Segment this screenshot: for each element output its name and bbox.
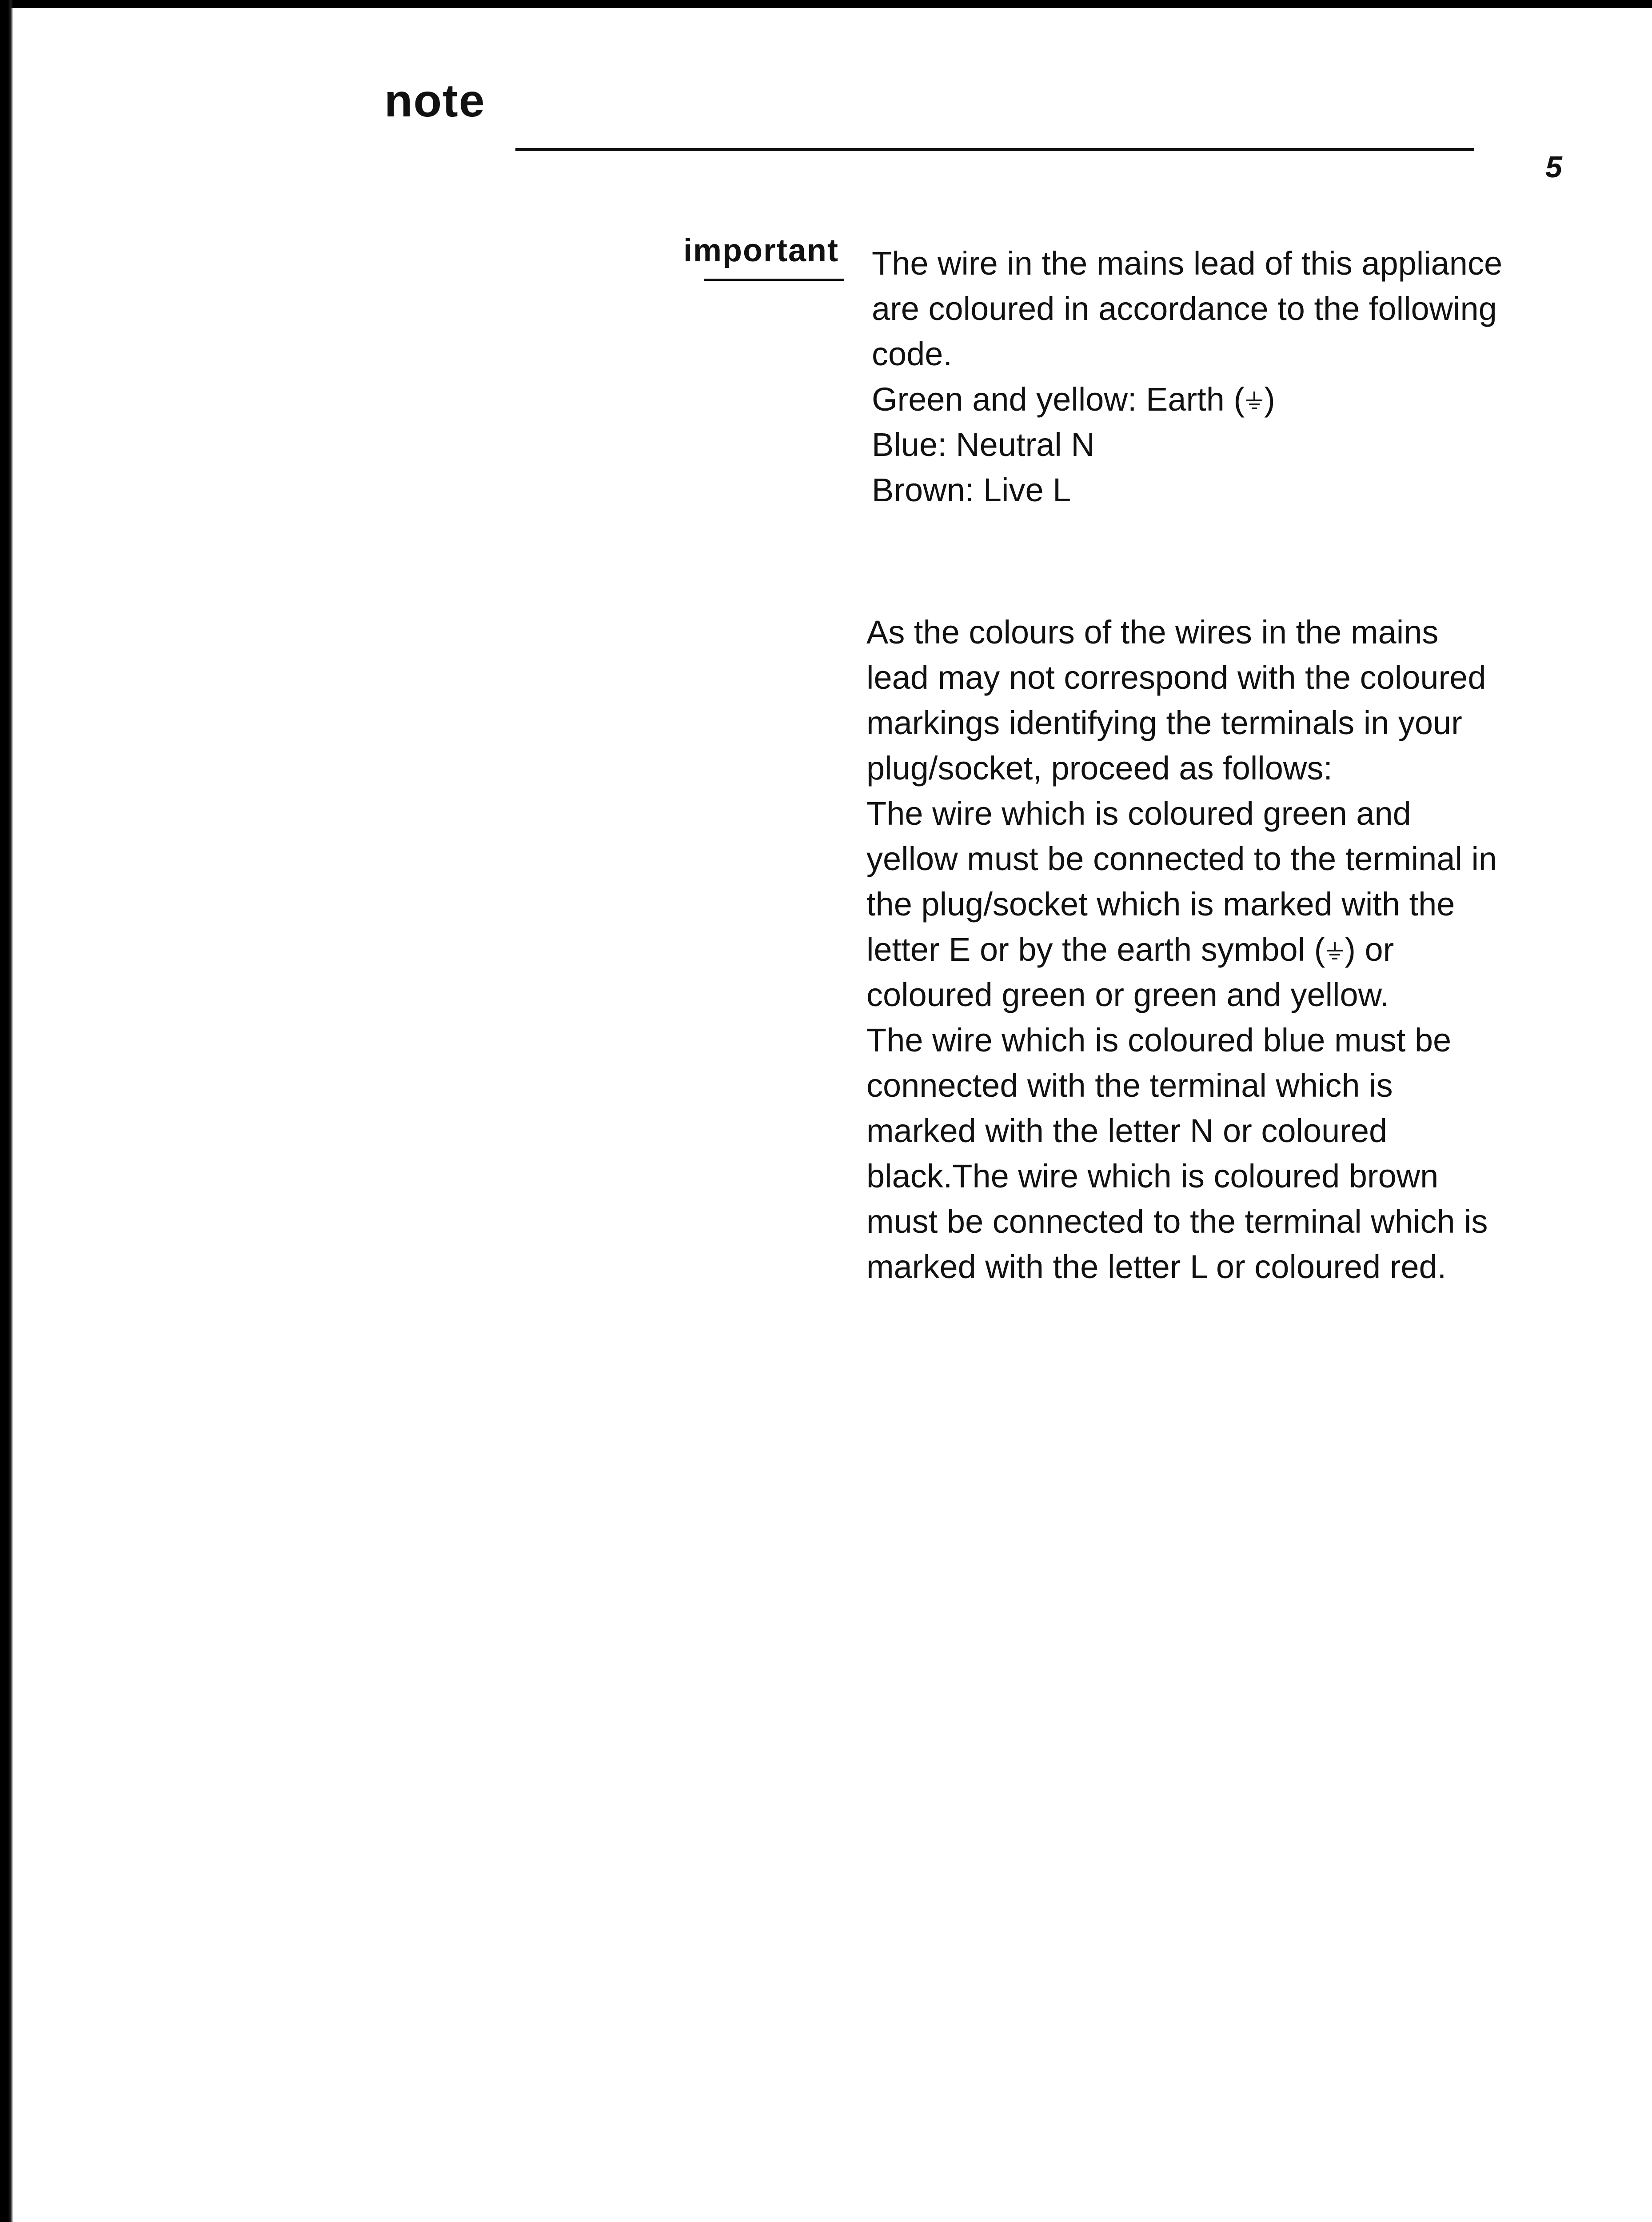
section-title: note: [384, 75, 486, 127]
header-rule: [515, 148, 1474, 151]
paragraph-line: The wire which is coloured green and: [866, 795, 1411, 832]
page-number: 5: [1545, 150, 1562, 184]
paragraph-line: code.: [872, 336, 953, 372]
paragraph-line: are coloured in accordance to the following: [872, 290, 1497, 327]
paragraph-line: the plug/socket which is marked with the: [866, 886, 1455, 923]
paragraph-line: As the colours of the wires in the mains: [866, 614, 1439, 651]
paragraph-line: lead may not correspond with the coloured: [866, 659, 1486, 696]
paragraph-line: coloured green or green and yellow.: [866, 976, 1389, 1013]
paragraph-line: yellow must be connected to the terminal in: [866, 840, 1497, 877]
paragraph-line: markings identifying the terminals in your: [866, 704, 1462, 741]
paragraph-line: plug/socket, proceed as follows:: [866, 750, 1333, 787]
neutral-code-line: Blue: Neutral N: [872, 426, 1095, 463]
earth-code-close: ): [1264, 381, 1275, 418]
paragraph-line: black.The wire which is coloured brown: [866, 1158, 1439, 1195]
earth-symbol-line: [866, 927, 1595, 972]
earth-line-suffix: ) or: [1345, 931, 1394, 968]
paragraph-line: The wire in the mains lead of this appliance: [872, 245, 1503, 282]
live-code-line: Brown: Live L: [872, 472, 1071, 508]
wiring-instructions-paragraph: [866, 610, 1595, 1290]
scan-binding-edge: [0, 0, 13, 2222]
important-label: important: [683, 233, 839, 268]
earth-code-line: [872, 377, 1600, 422]
paragraph-line: must be connected to the terminal which is: [866, 1203, 1488, 1240]
paragraph-line: The wire which is coloured blue must be: [866, 1022, 1452, 1059]
important-label-underline: [704, 279, 844, 281]
earth-symbol-icon: [1245, 390, 1264, 414]
earth-code-text: Green and yellow: Earth (: [872, 381, 1245, 418]
paragraph-line: marked with the letter N or coloured: [866, 1112, 1388, 1149]
paragraph-line: connected with the terminal which is: [866, 1067, 1393, 1104]
wire-colour-code-paragraph: [872, 241, 1600, 513]
earth-symbol-icon: [1325, 940, 1345, 964]
paragraph-line: marked with the letter L or coloured red.: [866, 1248, 1447, 1285]
earth-line-text: letter E or by the earth symbol (: [866, 931, 1325, 968]
